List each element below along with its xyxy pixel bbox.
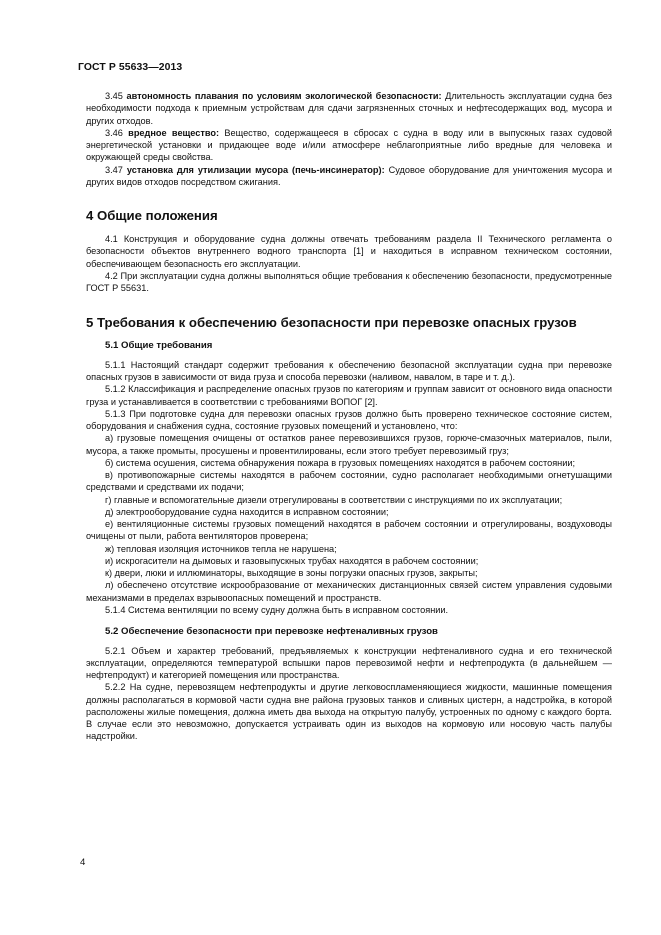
standard-header: ГОСТ Р 55633—2013 (78, 62, 183, 73)
term-3-46 (86, 127, 612, 164)
section-4-heading: 4 Общие положения (86, 208, 218, 223)
paragraph-4-1: 4.1 Конструкция и оборудование судна должны отвечать требованиям раздела II Технического регламента о безопасности объектов внутреннего водного транспорта [1] и находиться в исправном техническом состоянии, обеспечивающем безопасность его эксплуатации. (86, 234, 612, 269)
term-definition: Вещество, содержащееся в сбросах с судна в воду или в выпускных газах судовой энергетической установки и придающее воде и/или атмосфере неблагоприятные либо вредные для человека и окружающей среды свойства. (86, 127, 612, 163)
paragraph-5-1-2: 5.1.2 Классификация и распределение опасных грузов по категориям и группам зависит от основного вида опасности груза и устанавливается в соответствии с требованиями ВОПОГ [2]. (86, 384, 612, 407)
section-5-heading: 5 Требования к обеспечению безопасности при перевозке опасных грузов (86, 315, 577, 331)
page-content (86, 90, 612, 743)
term-3-45 (86, 90, 612, 127)
list-item: и) искрогасители на дымовых и газовыпускных трубах находятся в рабочем состоянии; (105, 555, 479, 566)
term-3-47 (86, 164, 612, 189)
term-number: 3.45 (105, 91, 123, 101)
subsection-5-2-heading: 5.2 Обеспечение безопасности при перевозке нефтеналивных грузов (105, 626, 438, 637)
subsection-5-1-heading: 5.1 Общие требования (105, 340, 213, 352)
checklist (86, 432, 612, 604)
paragraph-5-1-4: 5.1.4 Система вентиляции по всему судну должна быть в исправном состоянии. (105, 604, 449, 615)
list-item: а) грузовые помещения очищены от остатков ранее перевозившихся грузов, горюче-смазочных материалов, пыли, мусора, а также промыты, просушены и провентилированы, если этого требует перевозимый груз; (86, 433, 612, 456)
term-number: 3.46 (105, 127, 123, 138)
term-definition: Судовое оборудование для уничтожения мусора и других видов отходов посредством сжигания. (86, 164, 612, 187)
list-item: к) двери, люки и иллюминаторы, выходящие в зоны погрузки опасных грузов, закрыты; (105, 568, 478, 578)
list-item: д) электрооборудование судна находится в исправном состоянии; (105, 506, 389, 517)
list-item: г) главные и вспомогательные дизели отрегулированы в соответствии с инструкциями по их эксплуатации; (105, 494, 563, 505)
paragraph-5-1-1: 5.1.1 Настоящий стандарт содержит требования к обеспечению безопасной эксплуатации судна при перевозке опасных грузов в зависимости от вида груза и способа перевозки (наливом, навалом, в таре и т. д.). (86, 359, 612, 382)
list-item: е) вентиляционные системы грузовых помещений находятся в рабочем состоянии и отрегулированы, воздуховоды очищены от пыли, работа вентиляторов проверена; (86, 519, 612, 542)
term-definition: Длительность эксплуатации судна без необходимости подхода к приемным устройствам для сдачи загрязненных сточных и нефтесодержащих вод, мусора и других отходов. (86, 91, 612, 126)
paragraph-5-1-3: 5.1.3 При подготовке судна для перевозки опасных грузов должно быть проверено техническое состояние систем, оборудования и снабжения судна, состояние грузовых помещений и установлено, что: (86, 408, 612, 431)
page-number: 4 (80, 857, 86, 868)
term-number: 3.47 (105, 164, 123, 175)
list-item: ж) тепловая изоляция источников тепла не нарушена; (105, 543, 337, 554)
list-item: б) система осушения, система обнаружения пожара в грузовых помещениях находятся в рабочем состоянии; (105, 457, 576, 468)
paragraph-5-2-2: 5.2.2 На судне, перевозящем нефтепродукты и другие легковоспламеняющиеся жидкости, машинные помещения должны располагаться в кормовой части судна вне района грузовых танков и сливных цистерн, а надстройка, в которой расположены жилые помещения, должна иметь два выхода на открытую палубу, устроенных по одному с каждого борта. В случае если это невозможно, допускается устраивать один из выходов на кормовую или носовую часть палубы надстройки. (86, 682, 612, 742)
term-name: автономность плавания по условиям экологической безопасности: (126, 91, 442, 101)
term-name: установка для утилизации мусора (печь-инсинератор): (126, 164, 385, 175)
paragraph-4-2: 4.2 При эксплуатации судна должны выполняться общие требования к обеспечению безопасности, предусмотренные ГОСТ Р 55631. (86, 270, 612, 293)
paragraph-5-2-1: 5.2.1 Объем и характер требований, предъявляемых к конструкции нефтеналивного судна и его технической эксплуатации, определяются температурой вспышки паров перевозимой нефти и нефтепродукта (в дальнейшем — нефтепродукт) и категорией помещения или пространства. (86, 645, 612, 680)
list-item: л) обеспечено отсутствие искрообразование от механических дистанционных связей систем управления судовыми механизмами в пределах взрывоопасных помещений и пространств. (86, 580, 612, 603)
list-item: в) противопожарные системы находятся в рабочем состоянии, судно располагает необходимыми огнетушащими средствами и средствами их подачи; (86, 470, 612, 493)
term-name: вредное вещество: (128, 127, 220, 138)
